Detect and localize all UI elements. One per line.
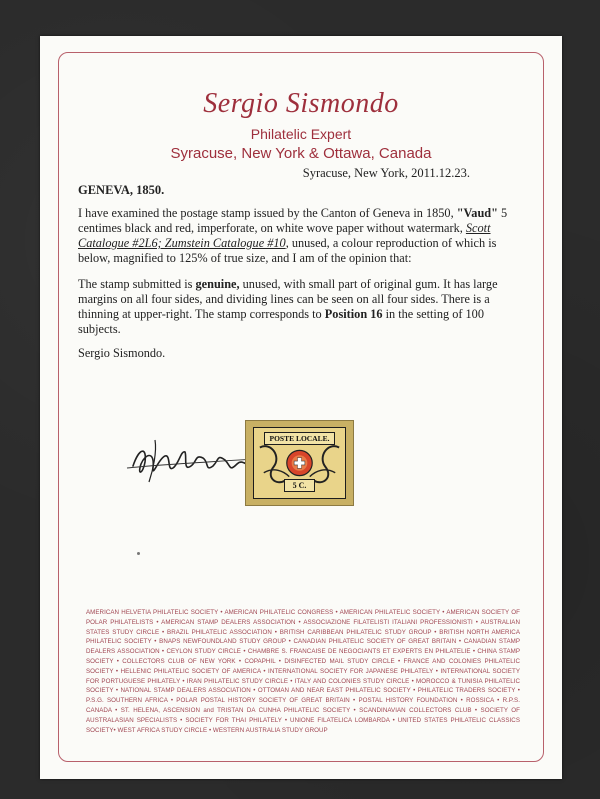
stamp-value-label: 5 C.: [284, 479, 315, 492]
stamp-top-label: POSTE LOCALE.: [264, 432, 335, 445]
expert-name: Sergio Sismondo: [203, 88, 399, 119]
society-memberships: AMERICAN HELVETIA PHILATELIC SOCIETY • AMERICAN PHILATELIC CONGRESS • AMERICAN PHILATELIC SOCIETY • AMERICAN SOCIETY OF POLAR PHILATELISTS • AMERICAN STAMP DEALERS ASSOCIATION • ASSOCIAZIONE FILATELISTI ITALIANI PROFESSIONISTI • AUSTRALIAN STATES STUDY CIRCLE • BRAZIL PHILATELIC ASSOCIATION • BRITISH CARIBBEAN PHILATELIC STUDY GROUP • BRITISH NORTH AMERICA PHILATELIC SOCIETY • BNAPS NEWFOUNDLAND STUDY GROUP • CANADIAN PHILATELIC SOCIETY OF GREAT BRITAIN • CANADIAN STAMP DEALERS ASSOCIATION • CEYLON STUDY CIRCLE • CHAMBRE S. FRANCAISE DE NEGOCIANTS ET EXPERTS EN PHILATELIE • CHINA STAMP SOCIETY • COLLECTORS CLUB OF NEW YORK • COPAPHIL • DISINFECTED MAIL STUDY CIRCLE • FRANCE AND COLONIES PHILATELIC SOCIETY • HELLENIC PHILATELIC SOCIETY OF AMERICA • INTERNATIONAL SOCIETY FOR JAPANESE PHILATELY • INTERNATIONAL SOCIETY FOR PORTUGUESE PHILATELY • IRAN PHILATELIC STUDY CIRCLE • ITALY AND COLONIES STUDY CIRCLE • MOROCCO & TUNISIA PHILATELIC SOCIETY • NATIONAL STAMP DEALERS ASSOCIATION • OTTOMAN AND NEAR EAST PHILATELIC SOCIETY • PHILATELIC TRADERS SOCIETY • P.S.G. SOUTHERN AFRICA • POLAR POSTAL HISTORY SOCIETY OF GREAT BRITAIN • POSTAL HISTORY FOUNDATION • ROSSICA • R.P.S. CANADA • ST. HELENA, ASCENSION and TRISTAN DA CUNHA PHILATELIC SOCIETY • SCANDINAVIAN COLLECTORS CLUB • SOCIETY OF AUSTRALASIAN SPECIALISTS • SOCIETY FOR THAI PHILATELY • UNIONE FILATELICA LOMBARDA • UNITED STATES PHILATELIC CLASSICS SOCIETY• WEST AFRICA STUDY CIRCLE • WESTERN AUSTRALIA STUDY GROUP: [86, 609, 520, 734]
stamp-design: [253, 427, 346, 499]
text: in the setting of 100 subjects.: [78, 307, 484, 336]
text: 5 centimes black and red, imperforate, on white wove paper without watermark,: [78, 206, 508, 235]
genuine-verdict: genuine,: [195, 277, 240, 291]
examination-paragraph: [78, 206, 526, 266]
stamp-name: "Vaud": [456, 206, 498, 220]
expert-location: Syracuse, New York & Ottawa, Canada: [170, 145, 432, 162]
signoff: Sergio Sismondo.: [78, 346, 166, 360]
text: unused, with small part of original gum. It has large margins on all four sides, and dividing lines can be seen on all four sides. There is a thinning at upper-right. The stamp corresponds to: [78, 277, 498, 321]
expert-title: Philatelic Expert: [250, 126, 352, 142]
certificate-sheet: [40, 36, 562, 779]
text: I have examined the postage stamp issued by the Canton of Geneva in 1850,: [78, 206, 457, 220]
stamp-image: [246, 421, 353, 505]
certificate-date: Syracuse, New York, 2011.12.23.: [302, 166, 470, 180]
catalogue-reference: Scott Catalogue #2L6; Zumstein Catalogue #10: [78, 221, 491, 250]
paper-mark: [137, 552, 140, 555]
position-reference: Position 16: [324, 307, 383, 321]
text: , unused, a colour reproduction of which is below, magnified to 125% of true size, and I am of the opinion that:: [78, 236, 497, 265]
opinion-paragraph: [78, 277, 526, 337]
text: The stamp submitted is: [78, 277, 196, 291]
stamp-subject: GENEVA, 1850.: [78, 183, 165, 197]
